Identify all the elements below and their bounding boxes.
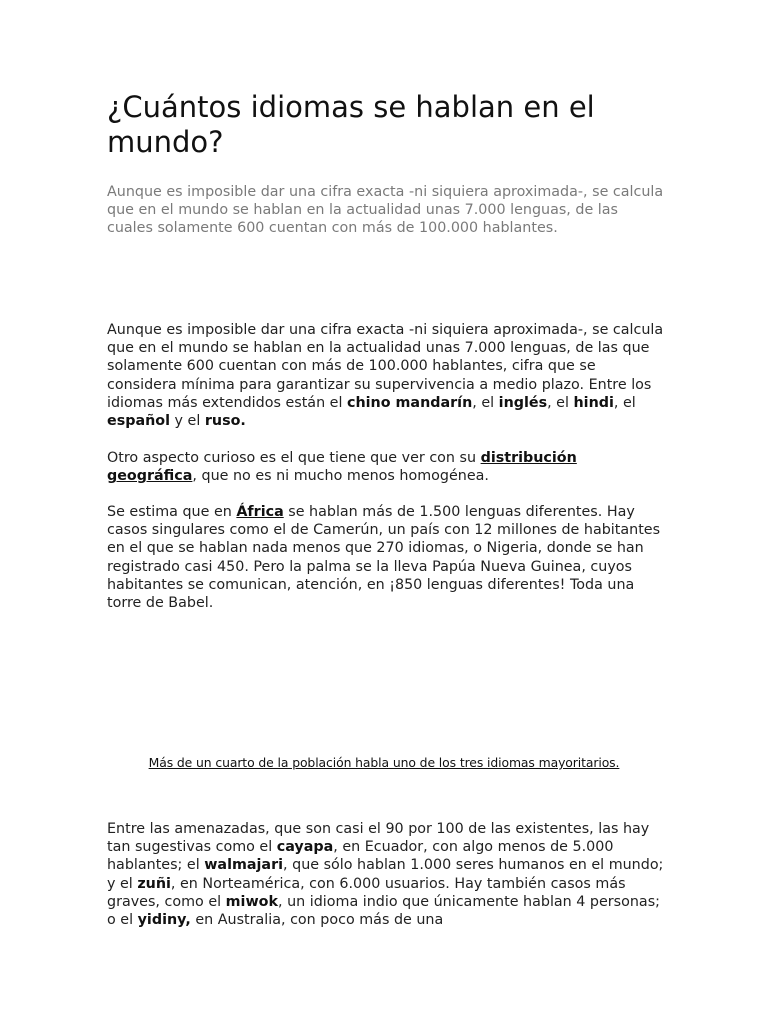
article-subtitle: Aunque es imposible dar una cifra exacta -ni siquiera aproximada-, se calcula que en el mundo se hablan en la actualidad unas 7.000 lenguas, de las cuales solamente 600 cuentan con más de 100.000 hablantes. [107,184,664,236]
separator: y el [170,413,205,430]
paragraph-text: , que sólo hablan 1.000 seres humanos en el mundo; y el [107,857,664,892]
paragraph-intro [107,321,667,430]
paragraph-text: en Australia, con poco más de una [190,912,444,929]
image-caption: Más de un cuarto de la población habla uno de los tres idiomas mayoritarios. [148,755,620,770]
language-hindi: hindi [573,394,614,411]
paragraph-distribution [107,449,667,485]
paragraph-text: , un idioma indio que únicamente hablan 4 personas; o el [107,893,660,929]
link-distribucion-geografica[interactable]: distribución geográfica [107,450,577,485]
language-zuni: zuñi [137,875,171,892]
title-line-1: ¿Cuántos idiomas se hablan en el [107,90,595,124]
language-cayapa: cayapa [276,839,334,856]
language-espanol: español [107,413,170,430]
paragraph-text: , en Norteamérica, con 6.000 usuarios. Hay también casos más graves, como el [107,875,626,910]
page-title [107,90,595,160]
language-chino-mandarin: chino mandarín [347,394,473,411]
language-ingles: inglés [498,394,548,411]
language-miwok: miwok [225,893,278,910]
paragraph-text: se hablan más de 1.500 lenguas diferentes. Hay casos singulares como el de Camerún, un país con 12 millones de habitantes en el que se hablan nada menos que 270 idiomas, o Nigeria, donde se han registrado casi 450. Pero la palma se la lleva Papúa Nueva Guinea, cuyos habitantes se comunican, atención, en ¡850 lenguas diferentes! Toda una torre de Babel. [107,504,661,612]
link-africa[interactable]: África [236,504,284,520]
paragraph-text: , en Ecuador, con algo menos de 5.000 hablantes; el [107,839,614,874]
paragraph-endangered [107,820,667,929]
paragraph-text: , que no es ni mucho menos homogénea. [192,468,489,485]
language-ruso: ruso. [204,413,246,430]
separator: , el [547,394,574,411]
title-line-2: mundo? [107,125,224,159]
paragraph-text: Entre las amenazadas, que son casi el 90 por 100 de las existentes, las hay tan sugestivas como el [107,821,650,856]
separator: , el [472,394,499,411]
language-walmajari: walmajari [204,857,284,874]
language-yidiny: yidiny, [137,912,191,929]
paragraph-text: Otro aspecto curioso es el que tiene que ver con su [107,450,481,466]
paragraph-text: Se estima que en [107,504,237,520]
paragraph-text: Aunque es imposible dar una cifra exacta -ni siquiera aproximada-, se calcula que en el mundo se hablan en la actualidad unas 7.000 lenguas, de las que solamente 600 cuentan con más de 100.000 hablantes, cifra que se considera mínima para garantizar su supervivencia a medio plazo. Entre los idiomas más extendidos están el [107,322,664,411]
paragraph-africa [107,503,667,612]
separator: , el [613,394,636,411]
